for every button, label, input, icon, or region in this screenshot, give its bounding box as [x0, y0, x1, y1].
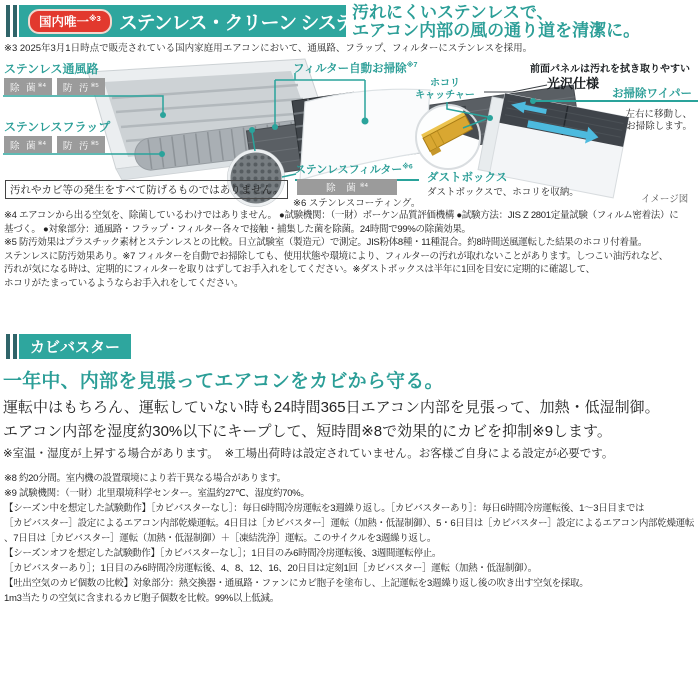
wiper-note: 左右に移動し、 お掃除します。	[625, 109, 692, 132]
footnotes-block-2	[4, 471, 694, 606]
stainless-filter-label: ステンレスフィルター$^{※6}$	[295, 161, 419, 181]
image-note: イメージ図	[641, 194, 689, 205]
section1-tagline: 汚れにくいステンレスで、 エアコン内部の風の通り道を清潔に。	[352, 3, 641, 40]
section2-body: 運転中はもちろん、運転していない時も24時間365日エアコン内部を見張って、加熱・低湿制御。 エアコン内部を湿度約30%以下にキープして、短時間※8で効果的にカビを抑制※9します。	[3, 399, 660, 440]
duct-badges	[4, 78, 105, 95]
footnote-line: 【シーズンオフを想定した試験動作】［カビバスターなし］；1日目のみ6時間冷房運転後、3週間運転停止。	[4, 548, 442, 559]
flap-label: ステンレスフラップ	[4, 120, 111, 134]
section2-heading: 一年中、内部を見張ってエアコンをカビから守る。	[3, 371, 444, 392]
footnote-line: 【シーズン中を想定した試験動作】［カビバスターなし］：毎日6時間冷房運転を3週繰り返し。［カビバスターあり］：毎日6時間冷房運転後、1～3日目までは	[4, 503, 645, 514]
footnote-line: ステンレスに防汚効果あり。※7 フィルターを自動でお掃除しても、使用状態や環境により、フィルターの汚れが取れないことがあります。しつこい油汚れなど、	[4, 250, 668, 262]
antifouling-badge: 防 汚$^{※5}$	[57, 78, 105, 95]
front-panel-note: 前面パネルは汚れを拭き取りやすい	[530, 64, 690, 75]
footnote-line: 汚れが気になる時は、定期的にフィルターを取りはずしてお手入れをしてください。※ダストボックスは半年に1回を目安に定期的に確認して、	[4, 264, 595, 275]
section2-note: ※室温・湿度が上昇する場合があります。 ※工場出荷時は設定されていません。お客様ご自身による設定が必要です。	[3, 448, 614, 460]
footnote-line: 【吐出空気のカビ個数の比較】対象部分：熱交換器・通風路・ファンにカビ胞子を塗布し、上記運転を3週繰り返し後の吹き出す空気を採取。	[4, 578, 589, 589]
disclaimer-box: 汚れやカビ等の発生をすべて防げるものではありません。	[5, 180, 288, 199]
header-accent-bar	[6, 5, 10, 37]
sterilize-badge: 除 菌$^{※4}$	[4, 136, 52, 153]
footnote-line: ホコリがたまっているようならお手入れをしてください。	[4, 277, 244, 289]
sterilize-badge: 除 菌$^{※4}$	[4, 78, 52, 95]
section2-accent-bar	[6, 334, 10, 359]
glossy-finish-label: 光沢仕様	[547, 76, 600, 91]
footnotes-block-1	[4, 209, 678, 290]
dustbox-label: ダストボックス	[427, 172, 508, 184]
footnote-line: ※8 約20分間。室内機の設置環境により若干異なる場合があります。	[4, 473, 286, 484]
section1-footnote: ※3 2025年3月1日時点で販売されている国内家庭用エアコンにおいて、通風路、フラップ、フィルターにステンレスを採用。	[4, 43, 533, 54]
footnote-line: ※5 防汚効果はプラスチック素材とステンレスとの比較。日立試験室（製造元）で測定。JIS粉体8種・11種混合。約8時間送風運転した結果のホコリ付着量。	[4, 237, 648, 248]
cleaning-wiper-label: お掃除ワイパー	[612, 88, 692, 100]
auto-clean-label: フィルター自動お掃除$^{※7}$	[293, 61, 418, 75]
antifouling-badge: 防 汚$^{※5}$	[57, 136, 105, 153]
domestic-only-badge: 国内唯一$^{※3}$	[28, 9, 112, 34]
section1-title: ステンレス・クリーン システム	[118, 12, 371, 34]
filter-coating-note: ※6 ステンレスコーティング。	[293, 198, 421, 209]
header-accent-bar	[13, 5, 17, 37]
filter-sterilize-badge: 除 菌$^{※4}$	[297, 179, 397, 195]
footnote-line: ［カビバスター］設定によるエアコン内部乾燥運転。4日目は［カビバスター］運転（加熱・低湿制御）、5・6日目は［カビバスター］設定によるエアコン内部乾燥運転	[4, 518, 695, 529]
dustbox-note: ダストボックスで、ホコリを収納。	[427, 187, 579, 198]
dust-catcher-label: ホコリ キャッチャー	[415, 78, 475, 101]
footnote-line: 基づく。 ●対象部分：通風路・フラップ・フィルター各々で接触・捕集した菌を除菌。24時間で99%の除菌効果。	[4, 223, 471, 235]
footnote-line: 、7日目は［カビバスター］運転（加熱・低湿制御）＋［凍結洗浄］運転。このサイクルを3週繰り返し。	[4, 533, 437, 544]
duct-label: ステンレス通風路	[4, 62, 99, 76]
kabi-buster-badge: カビバスター	[19, 334, 131, 359]
section2-accent-bar	[13, 334, 17, 359]
stainless-clean-header-band	[19, 5, 371, 37]
footnote-line: ※4 エアコンから出る空気を、除菌しているわけではありません。 ●試験機関：（一財）ボーケン品質評価機構 ●試験方法：JIS Z 2801定量試験（フィルム密着法）に	[4, 210, 679, 221]
footnote-line: ［カビバスターあり］；1日目のみ6時間冷房運転後、4、8、12、16、20日目は定刻1回［カビバスター］運転（加熱・低湿制御）。	[4, 563, 537, 574]
footnote-line: 1m3当たりの空気に含まれるカビ胞子個数を比較。99%以上低減。	[4, 593, 279, 604]
flap-badges	[4, 136, 105, 153]
footnote-line: ※9 試験機関：（一財）北里環境科学センター。室温約27℃、湿度約70%。	[4, 488, 310, 499]
